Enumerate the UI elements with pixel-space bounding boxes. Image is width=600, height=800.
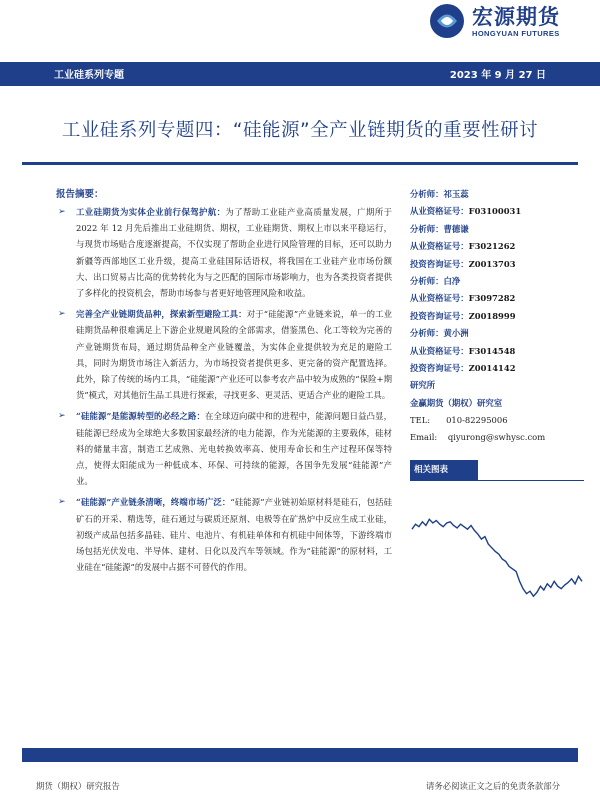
brand-logo-icon — [428, 2, 466, 40]
tel-number: 010-82295006 — [446, 415, 508, 426]
brand-name-cn: 宏源期货 — [472, 4, 560, 29]
analyst-name-line: 分析师：白净 — [410, 275, 461, 286]
title-divider — [22, 162, 578, 165]
analyst-consult-number: Z0018999 — [468, 310, 516, 321]
bullet-text: 在全球迈向碳中和的进程中，能源问题日益凸显，硅能源已经成为全球绝大多数国家最经济的电力能源，作为光能源的主要载体，硅材料的储量丰富，制造工艺成熟、光电转换效率高、使用寿命长和生产过程环保等特点，使得太阳能成为一种低成本、环保、可持续的能源，各国争先发展“硅能源”产业。 — [76, 411, 393, 487]
analyst-name-line: 分析师：祁玉蕊 — [410, 189, 469, 199]
summary-heading: 报告摘要： — [56, 189, 104, 200]
summary-bullet — [58, 306, 392, 403]
brand-name-en: HONGYUAN FUTURES — [472, 28, 560, 38]
related-chart — [410, 484, 584, 624]
header-bar — [0, 62, 600, 86]
report-series: 工业硅系列专题 — [54, 70, 124, 81]
summary-bullet — [58, 204, 392, 301]
analyst-name-line: 分析师：曹德谦 — [410, 223, 469, 234]
bullet-text: 对于“硅能源”产业链来说，单一的工业硅期货品种很难满足上下游企业规避风险的全部需求，借鉴黑色、化工等较为完善的产业链期货布局，通过期货品种全产业链覆盖，为实体企业提供较为充足的避险工具，同时为期货市场注入新活力，为市场投资者提供更多、更完备的资产配置选择。此外，除了传统的场内工具，“硅能源”产业还可以参考农产品中较为成熟的“保险+期货”模式，对其他衍生品工具进行探索，寻找更多、更灵活、更适合产业的避险工具。 — [76, 309, 393, 401]
bullet-lead: “硅能源”产业链条清晰，终端市场广泛： — [76, 497, 231, 508]
analyst-panel — [410, 186, 590, 447]
report-date: 2023 年 9 月 27 日 — [449, 70, 546, 81]
bullet-arrow-icon: ➢ — [58, 497, 66, 508]
analyst-name: 曹德谦 — [443, 223, 469, 234]
analyst-cert-line: 从业资格证号：F3097282 — [410, 293, 516, 304]
report-title: 工业硅系列专题四：“硅能源”全产业链期货的重要性研讨 — [61, 120, 539, 141]
email-address[interactable]: qiyurong@swhysc.com — [447, 432, 546, 443]
analyst-consult-line: 投资咨询证号：Z0013703 — [410, 258, 516, 269]
bullet-arrow-icon: ➢ — [58, 411, 66, 422]
summary-bullet — [58, 494, 392, 575]
brand-logo — [428, 2, 560, 40]
footer-bar — [22, 748, 578, 762]
institute-name: 金赢期货（期权）研究室 — [410, 397, 503, 408]
footer-report-type: 期货（期权）研究报告 — [36, 781, 120, 791]
footer-disclaimer: 请务必阅读正文之后的免责条款部分 — [426, 781, 560, 791]
analyst-consult-number: Z0014142 — [468, 362, 516, 373]
analyst-name: 黄小洲 — [443, 328, 469, 339]
summary-section — [58, 204, 392, 580]
analyst-consult-number: Z0013703 — [468, 258, 516, 269]
bullet-lead: 完善全产业链期货品种，探索新型避险工具： — [76, 309, 247, 320]
analyst-cert-number: F3014548 — [468, 345, 516, 356]
analyst-consult-line: 投资咨询证号：Z0014142 — [410, 362, 516, 373]
analyst-name: 祁玉蕊 — [443, 189, 469, 199]
analyst-cert-number: F03100031 — [468, 206, 522, 217]
bullet-arrow-icon: ➢ — [58, 309, 66, 320]
bullet-lead: 工业硅期货为实体企业前行保驾护航： — [76, 207, 226, 217]
analyst-name: 白净 — [443, 275, 461, 286]
analyst-cert-line: 从业资格证号：F3021262 — [410, 241, 516, 252]
bullet-lead: “硅能源”是能源转型的必经之路： — [76, 411, 205, 422]
summary-bullet — [58, 408, 392, 489]
analyst-cert-number: F3097282 — [468, 293, 516, 304]
contact-tel: TEL: 010-82295006 — [410, 415, 508, 426]
related-chart-panel — [410, 460, 584, 630]
analyst-cert-number: F3021262 — [468, 241, 516, 252]
analyst-cert-line: 从业资格证号：F03100031 — [410, 206, 522, 217]
bullet-text: 为了帮助工业硅产业高质量发展，广期所于 2022 年 12 月先后推出工业硅期货、期权，工业硅期货、期权上市以来平稳运行，与现货市场贴合度逐渐提高，不仅实现了帮助企业进行风险管理的目标，还可以助力新疆等西部地区工业升级，提高工业硅国际话语权，将我国在工业硅产业市场份额大、出口贸易占比高的优势转化为与之匹配的国际市场影响力，也为各类投资者提供了多样化的投资机会，帮助市场参与者更好地管理风险和收益。 — [76, 207, 393, 299]
chart-heading-rule — [410, 480, 584, 481]
analyst-consult-line: 投资咨询证号：Z0018999 — [410, 310, 516, 321]
analyst-cert-line: 从业资格证号：F3014548 — [410, 345, 516, 356]
related-chart-heading: 相关图表 — [410, 460, 478, 480]
analyst-name-line: 分析师：黄小洲 — [410, 328, 469, 339]
institute-label: 研究所 — [410, 380, 436, 391]
contact-email: Email: qiyurong@swhysc.com — [410, 432, 546, 443]
price-series-line — [412, 519, 582, 596]
bullet-text: “硅能源”产业链初始原材料是硅石，包括硅矿石的开采、精选等，硅石通过与碳质还原剂、电极等在矿热炉中反应生成工业硅，初级产成品包括多晶硅、硅片、电池片、有机硅单体和有机硅中间体等，下游终端市场包括光伏发电、半导体、建材、日化以及汽车等领域。作为“硅能源”的原材料，工业硅在“硅能源”的发展中占据不可替代的作用。 — [76, 497, 393, 573]
bullet-arrow-icon: ➢ — [58, 207, 66, 217]
